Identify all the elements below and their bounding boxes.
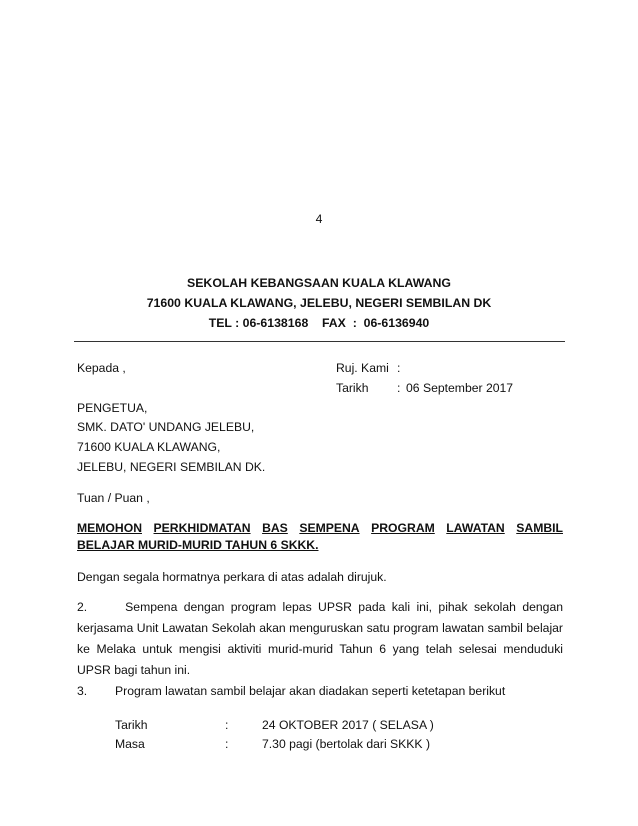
detail-tarikh-label: Tarikh xyxy=(115,718,148,732)
paragraph-3-number: 3. xyxy=(77,684,88,698)
recipient-line-4: JELEBU, NEGERI SEMBILAN DK. xyxy=(77,460,266,474)
subject-word: MEMOHON xyxy=(77,521,142,535)
recipient-line-2: SMK. DATO' UNDANG JELEBU, xyxy=(77,420,255,434)
detail-masa-label: Masa xyxy=(115,737,145,751)
salutation: Tuan / Puan , xyxy=(77,491,150,505)
letterhead-address: 71600 KUALA KLAWANG, JELEBU, NEGERI SEMBILAN DK xyxy=(146,296,492,310)
subject-line-2: BELAJAR MURID-MURID TAHUN 6 SKKK. xyxy=(77,538,319,552)
recipient-line-1: PENGETUA, xyxy=(77,401,148,415)
tarikh-separator: : xyxy=(397,381,401,395)
letterhead-school-name: SEKOLAH KEBANGSAAN KUALA KLAWANG xyxy=(187,276,451,290)
subject-word: LAWATAN xyxy=(446,521,505,535)
paragraph-3-text: Program lawatan sambil belajar akan diadakan seperti ketetapan berikut xyxy=(115,684,506,698)
subject-word: BAS xyxy=(262,521,288,535)
letterhead-contact: TEL : 06-6138168 FAX : 06-6136940 xyxy=(208,316,430,330)
tarikh-value: 06 September 2017 xyxy=(406,381,514,395)
kepada-label: Kepada , xyxy=(77,361,126,375)
letterhead-divider xyxy=(74,341,565,342)
detail-tarikh-value: 24 OKTOBER 2017 ( SELASA ) xyxy=(262,718,434,732)
detail-tarikh-separator: : xyxy=(225,718,229,732)
detail-masa-separator: : xyxy=(225,737,229,751)
subject-word: PERKHIDMATAN xyxy=(153,521,251,535)
paragraph-2-text: Sempena dengan program lepas UPSR pada kali ini, pihak sekolah dengan kerjasama Unit Lawatan Sekolah akan menguruskan satu program lawatan sambil belajar ke Melaka untuk mengisi aktiviti murid-murid Tahun 6 yang telah selesai menduduki UPSR bagi tahun ini. xyxy=(77,600,563,677)
subject-word: SEMPENA xyxy=(299,521,360,535)
opening-sentence: Dengan segala hormatnya perkara di atas adalah dirujuk. xyxy=(77,570,387,584)
subject-word: SAMBIL xyxy=(516,521,563,535)
subject-word: PROGRAM xyxy=(371,521,435,535)
page-number: 4 xyxy=(315,212,323,226)
paragraph-2 xyxy=(77,597,563,681)
paragraph-2-number: 2. xyxy=(77,600,88,614)
recipient-line-3: 71600 KUALA KLAWANG, xyxy=(77,440,221,454)
ruj-kami-label: Ruj. Kami xyxy=(336,361,389,375)
tarikh-label: Tarikh xyxy=(336,381,369,395)
subject-line-1 xyxy=(77,521,563,535)
detail-masa-value: 7.30 pagi (bertolak dari SKKK ) xyxy=(262,737,431,751)
ruj-kami-separator: : xyxy=(397,361,401,375)
